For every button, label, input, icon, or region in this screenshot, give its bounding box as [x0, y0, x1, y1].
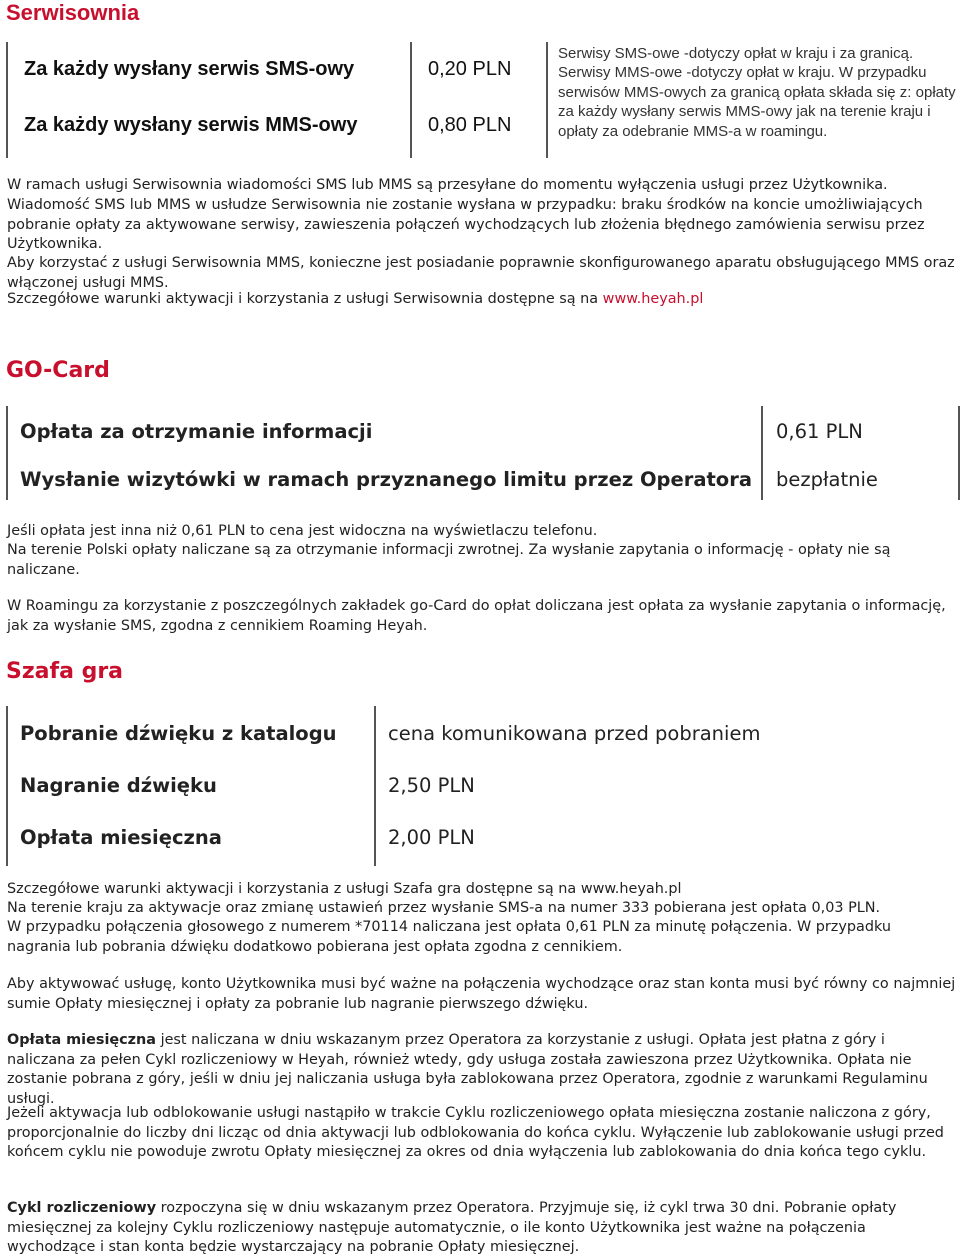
szafa-paragraph-1: Szczegółowe warunki aktywacji i korzystania z usługi Szafa gra dostępne są na www.heyah.pl	[7, 881, 682, 897]
row-label-sms: Za każdy wysłany serwis SMS-owy	[24, 58, 355, 80]
serwisownia-price-table	[6, 42, 960, 158]
section-title-szafa: Szafa gra	[6, 659, 124, 684]
heyah-link[interactable]: www.heyah.pl	[602, 291, 704, 307]
gocard-paragraph-3: W Roamingu za korzystanie z poszczególnych zakładek go-Card do opłat doliczana jest opłata za wysłanie zapytania o informację, jak za wysłanie SMS, zgodna z cennikiem Roaming Heyah.	[7, 598, 946, 634]
row-price-sms: 0,20 PLN	[428, 58, 512, 80]
row-label-mms: Za każdy wysłany serwis MMS-owy	[24, 114, 358, 136]
section-title-serwisownia: Serwisownia	[6, 0, 140, 25]
row-price-mms: 0,80 PLN	[428, 114, 512, 136]
serwisownia-paragraph-3: Aby korzystać z usługi Serwisownia MMS, konieczne jest posiadanie poprawnie skonfigurowanego aparatu obsługującego MMS oraz włączonej usługi MMS.	[7, 255, 955, 291]
szafa-paragraph-5: Opłata miesięczna jest naliczana w dniu wskazanym przez Operatora za korzystanie z usługi. Opłata jest płatna z góry i naliczana za pełen Cykl rozliczeniowy w Heyah, również wtedy, gdy usługa została zawieszona przez Użytkownika. Opłata nie zostanie pobrana z góry, jeśli w dniu jej naliczania usługa była zablokowana przez Operatora, zgodnie z warunkami Regulaminu usługi.	[7, 1032, 928, 1107]
szafa-row-label-monthly: Opłata miesięczna	[20, 826, 222, 849]
szafa-paragraph-6: Jeżeli aktywacja lub odblokowanie usługi nastąpiło w trakcie Cyklu rozliczeniowego opłata miesięczna zostanie naliczona z góry, proporcjonalnie do liczby dni licząc od dnia aktywacji lub odblokowania do końca cyklu. Wyłączenie lub zablokowanie usługi przed końcem cyklu nie powoduje zwrotu Opłaty miesięcznej za okres od dnia wyłączenia lub zablokowania do dnia końca tego cyklu.	[7, 1105, 944, 1160]
gocard-row-value-vcard: bezpłatnie	[776, 468, 878, 491]
gocard-paragraph-1: Jeśli opłata jest inna niż 0,61 PLN to cena jest widoczna na wyświetlaczu telefonu.	[7, 523, 598, 539]
szafa-row-label-record: Nagranie dźwięku	[20, 774, 217, 797]
section-title-gocard: GO-Card	[6, 358, 110, 383]
szafa-row-label-download: Pobranie dźwięku z katalogu	[20, 722, 337, 745]
gocard-row-label-info: Opłata za otrzymanie informacji	[20, 420, 373, 443]
monthly-fee-term: Opłata miesięczna	[7, 1032, 156, 1048]
szafa-paragraph-3: W przypadku połączenia głosowego z numerem *70114 naliczana jest opłata 0,61 PLN za minutę połączenia. W przypadku nagrania lub pobrania dźwięku dodatkowo pobierana jest opłata zgodna z cennikiem.	[7, 919, 891, 955]
szafa-row-value-download: cena komunikowana przed pobraniem	[388, 722, 761, 745]
serwisownia-note: Serwisy SMS-owe -dotyczy opłat w kraju i za granicą. Serwisy MMS-owe -dotyczy opłat w kraju. W przypadku serwisów MMS-owych za granicą opłata składa się z: opłaty za każdy wysłany serwis MMS-owy jak na terenie kraju i opłaty za odebranie MMS-a w roamingu.	[558, 45, 956, 140]
szafa-row-value-monthly: 2,00 PLN	[388, 826, 475, 849]
szafa-paragraph-2: Na terenie kraju za aktywacje oraz zmianę ustawień przez wysłanie SMS-a na numer 333 pobierana jest opłata 0,03 PLN.	[7, 900, 881, 916]
billing-cycle-term: Cykl rozliczeniowy	[7, 1200, 157, 1216]
serwisownia-paragraph-4: Szczegółowe warunki aktywacji i korzystania z usługi Serwisownia dostępne są na www.heyah.pl	[7, 291, 704, 307]
gocard-row-label-vcard: Wysłanie wizytówki w ramach przyznanego limitu przez Operatora	[20, 468, 752, 491]
szafa-price-table	[6, 706, 960, 866]
serwisownia-paragraph-1: W ramach usługi Serwisownia wiadomości SMS lub MMS są przesyłane do momentu wyłączenia usługi przez Użytkownika.	[7, 177, 888, 193]
serwisownia-paragraph-2: Wiadomość SMS lub MMS w usłudze Serwisownia nie zostanie wysłana w przypadku: braku środków na koncie umożliwiających pobranie opłaty za aktywowane serwisy, zawieszenia połączeń wychodzących lub złożenia błędnego zamówienia serwisu przez Użytkownika.	[7, 197, 925, 252]
gocard-row-value-info: 0,61 PLN	[776, 420, 863, 443]
szafa-row-value-record: 2,50 PLN	[388, 774, 475, 797]
gocard-paragraph-2: Na terenie Polski opłaty naliczane są za otrzymanie informacji zwrotnej. Za wysłanie zapytania o informację - opłaty nie są naliczane.	[7, 542, 891, 578]
gocard-price-table	[6, 406, 960, 500]
szafa-paragraph-7: Cykl rozliczeniowy rozpoczyna się w dniu wskazanym przez Operatora. Przyjmuje się, iż cykl trwa 30 dni. Pobranie opłaty miesięcznej za kolejny Cyklu rozliczeniowy następuje automatycznie, o ile konto Użytkownika jest ważne na połączenia wychodzące i stan konta będzie wystarczający na pobranie Opłaty miesięcznej.	[7, 1200, 897, 1255]
szafa-paragraph-4: Aby aktywować usługę, konto Użytkownika musi być ważne na połączenia wychodzące oraz stan konta musi być równy co najmniej sumie Opłaty miesięcznej i opłaty za pobranie lub nagranie pierwszego dźwięku.	[7, 976, 956, 1012]
